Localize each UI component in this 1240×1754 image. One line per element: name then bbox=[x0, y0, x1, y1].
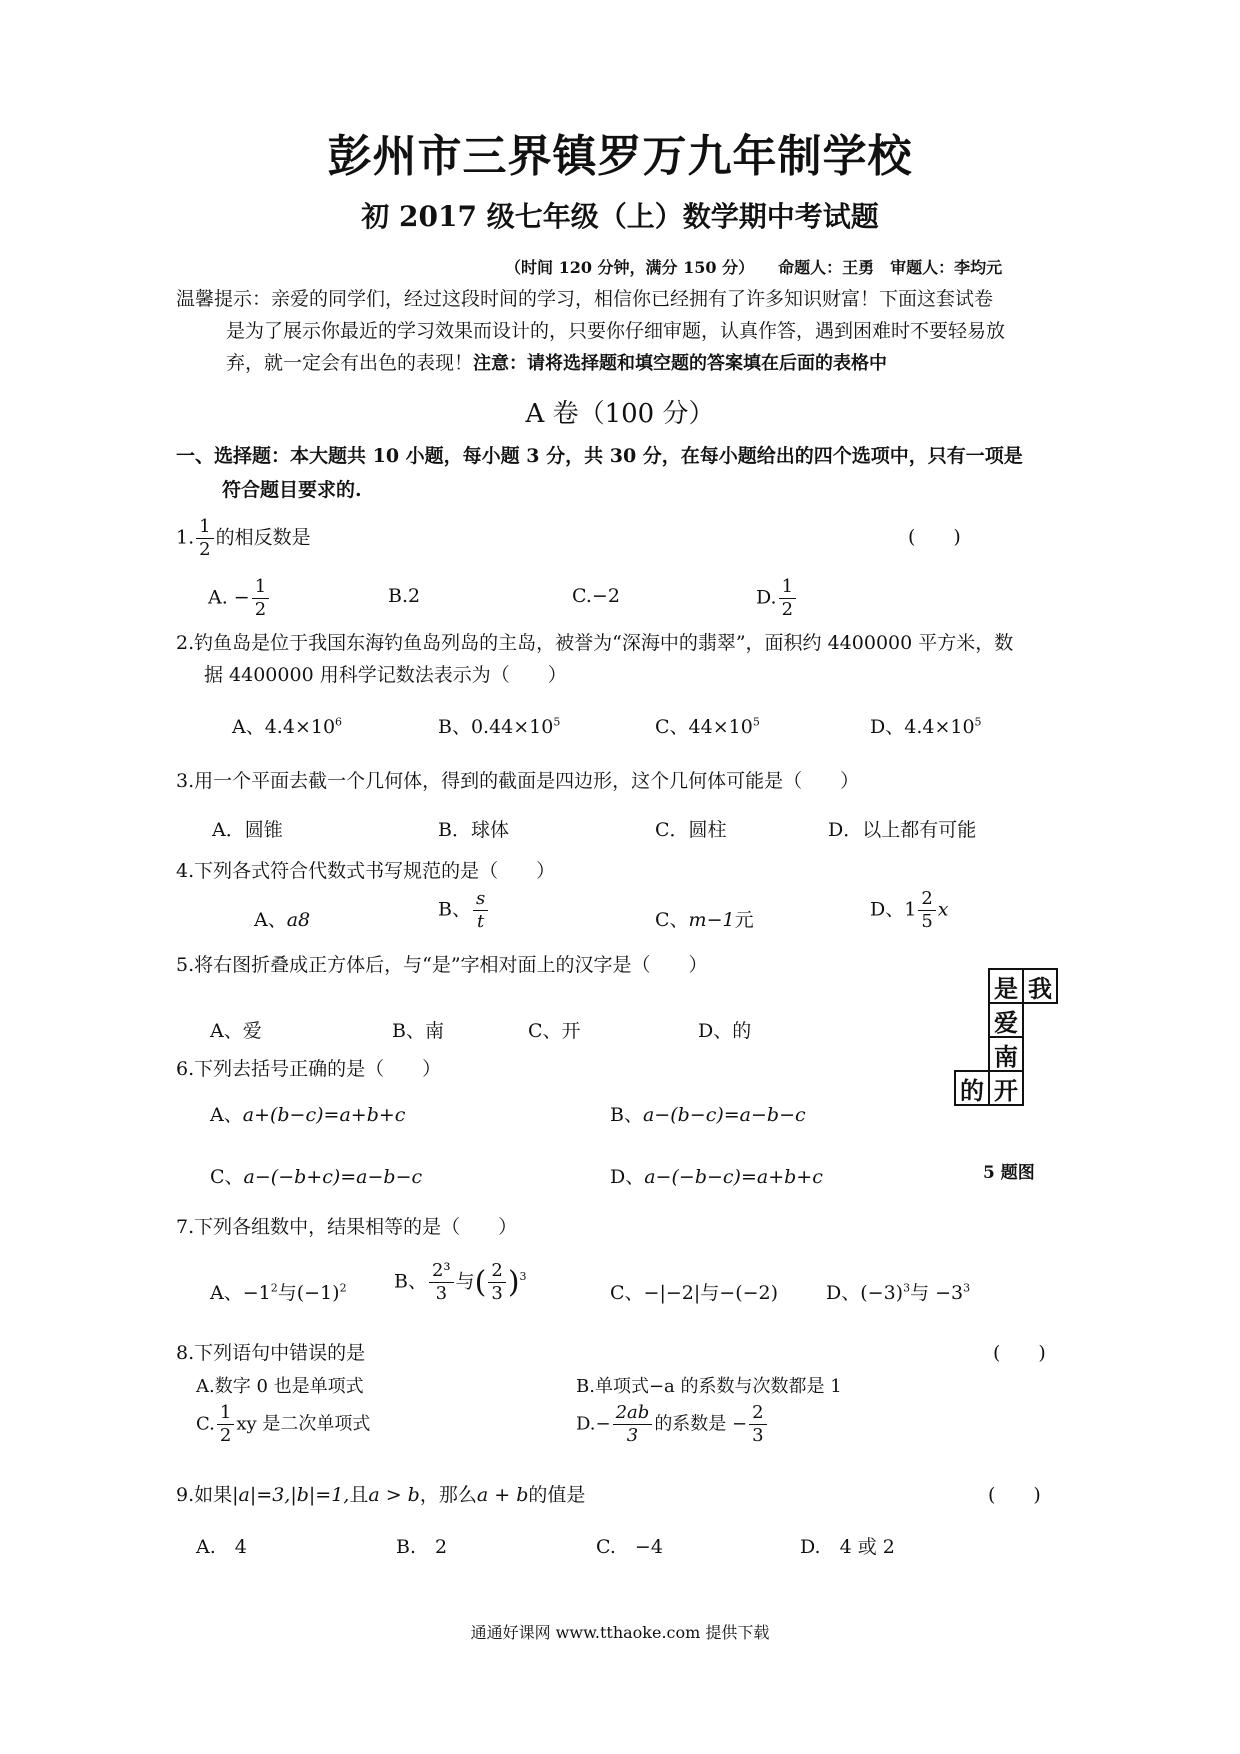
net-cell-6: 开 bbox=[988, 1070, 1024, 1106]
footer-credit: 通通好课网 www.tthaoke.com 提供下载 bbox=[470, 1623, 770, 1642]
tip-line-3-plain: 弃，就一定会有出色的表现！ bbox=[226, 352, 474, 374]
question-7: 7.下列各组数中，结果相等的是（ ） bbox=[176, 1216, 518, 1238]
q4-option-b: B、 $\frac{s}{t}$ bbox=[438, 890, 490, 931]
q8-option-a: A.数字 0 也是单项式 bbox=[196, 1376, 364, 1397]
q2-line-1: 2.钓鱼岛是位于我国东海钓鱼岛列岛的主岛，被誉为“深海中的翡翠”，面积约 4400000 平方米，数 bbox=[176, 632, 1014, 654]
q7-option-b: B、 $\frac{\text{2³}}{3}$ 与( $\frac{2}{3}$ )$^3$ bbox=[394, 1260, 527, 1304]
q9-option-c: C. −4 bbox=[596, 1536, 663, 1558]
cube-net-figure bbox=[955, 968, 1075, 1118]
net-cell-1: 是 bbox=[988, 968, 1024, 1004]
q3-option-b: B．球体 bbox=[438, 819, 509, 841]
question-4: 4.下列各式符合代数式书写规范的是（ ） bbox=[176, 860, 556, 882]
question-5: 5.将右图折叠成正方体后，与“是”字相对面上的汉字是（ ） bbox=[176, 954, 708, 976]
net-cell-5: 的 bbox=[954, 1070, 990, 1106]
q2-option-b: B、$0.44\times 10^5$ bbox=[438, 715, 561, 738]
q7-option-c: C、−|−2|与−(−2) bbox=[610, 1282, 779, 1304]
q2-option-a: A、$4.4\times 10^6$ bbox=[232, 715, 343, 738]
q9-option-a: A. 4 bbox=[196, 1536, 247, 1558]
question-9: 9.如果|a|=3,|b|=1,且a > b，那么a + b的值是 bbox=[176, 1484, 586, 1506]
q5-option-a: A、爱 bbox=[210, 1020, 262, 1042]
tip-line-2: 是为了展示你最近的学习效果而设计的，只要你仔细审题，认真作答，遇到困难时不要轻易放 bbox=[226, 320, 1006, 342]
q6-option-c: C、a−(−b+c)=a−b−c bbox=[210, 1166, 423, 1188]
q1-fraction: $\frac{1}{2}$ bbox=[196, 518, 213, 559]
net-cell-2: 我 bbox=[1022, 968, 1058, 1004]
section-a-heading: A 卷（100 分） bbox=[525, 399, 715, 429]
q9-answer-paren: ( ) bbox=[988, 1484, 1041, 1506]
q8-option-d: D.− $\frac{2ab}{3}$ 的系数是 − $\frac{2}{3}$ bbox=[576, 1404, 769, 1445]
q5-option-d: D、的 bbox=[698, 1020, 752, 1042]
q4-option-d: D、1 $\frac{2}{5}$ x bbox=[870, 888, 949, 932]
question-1 bbox=[176, 518, 311, 559]
q8-answer-paren: ( ) bbox=[993, 1342, 1046, 1364]
exam-title: 初 2017 级七年级（上）数学期中考试题 bbox=[361, 200, 879, 233]
section-1-line-2: 符合题目要求的. bbox=[222, 479, 362, 501]
exam-info: （时间 120 分钟，满分 150 分） 命题人：王勇 审题人：李均元 bbox=[505, 258, 1003, 277]
q8-option-b: B.单项式−a 的系数与次数都是 1 bbox=[576, 1376, 842, 1397]
q1-option-b: B.2 bbox=[388, 585, 421, 607]
q5-option-b: B、南 bbox=[392, 1020, 444, 1042]
q2-option-c: C、$44\times 10^5$ bbox=[655, 715, 760, 738]
school-title: 彭州市三界镇罗万九年制学校 bbox=[327, 131, 913, 182]
q1-number: 1. bbox=[176, 526, 195, 549]
tip-note: 注意：请将选择题和填空题的答案填在后面的表格中 bbox=[473, 353, 888, 374]
q7-option-d: D、$(-3)^3$与 $-3^3$ bbox=[826, 1281, 971, 1304]
q1-option-a: A. − $\frac{1}{2}$ bbox=[208, 578, 271, 619]
question-8: 8.下列语句中错误的是 bbox=[176, 1342, 366, 1364]
figure-caption: 5 题图 bbox=[983, 1163, 1035, 1183]
net-cell-4: 南 bbox=[988, 1036, 1024, 1072]
q9-option-d: D. 4 或 2 bbox=[800, 1536, 895, 1558]
q5-option-c: C、开 bbox=[528, 1020, 581, 1042]
q2-option-d: D、$4.4\times 10^5$ bbox=[870, 715, 982, 738]
q6-option-b: B、a−(b−c)=a−b−c bbox=[610, 1104, 806, 1126]
tip-line-1: 温馨提示：亲爱的同学们，经过这段时间的学习，相信你已经拥有了许多知识财富！下面这套试卷 bbox=[176, 288, 994, 310]
q1-answer-paren: ( ) bbox=[908, 526, 961, 548]
q6-option-a: A、a+(b−c)=a+b+c bbox=[210, 1104, 406, 1126]
q1-option-c: C.−2 bbox=[572, 585, 620, 607]
q8-option-c: C. $\frac{1}{2}$ xy 是二次单项式 bbox=[196, 1402, 371, 1446]
q4-option-a: A、a8 bbox=[254, 909, 311, 931]
q3-option-d: D．以上都有可能 bbox=[828, 819, 977, 841]
tip-line-3 bbox=[226, 348, 887, 379]
section-1-line-1: 一、选择题：本大题共 10 小题，每小题 3 分，共 30 分，在每小题给出的四个选项中，只有一项是 bbox=[176, 445, 1023, 467]
q3-option-c: C．圆柱 bbox=[655, 819, 727, 841]
q6-option-d: D、a−(−b−c)=a+b+c bbox=[610, 1166, 823, 1188]
net-cell-3: 爱 bbox=[988, 1002, 1024, 1038]
question-6: 6.下列去括号正确的是（ ） bbox=[176, 1058, 442, 1080]
question-3: 3.用一个平面去截一个几何体，得到的截面是四边形，这个几何体可能是（ ） bbox=[176, 770, 860, 792]
q1-option-d: D. $\frac{1}{2}$ bbox=[756, 578, 798, 619]
q1-text: 的相反数是 bbox=[215, 526, 311, 549]
q2-line-2: 据 4400000 用科学记数法表示为（ ） bbox=[204, 664, 567, 686]
q4-option-c: C、m−1元 bbox=[655, 909, 754, 931]
q3-option-a: A．圆锥 bbox=[212, 819, 283, 841]
q9-option-b: B. 2 bbox=[396, 1536, 448, 1558]
q7-option-a: A、$-1^2$与$(-1)^2$ bbox=[210, 1281, 347, 1304]
